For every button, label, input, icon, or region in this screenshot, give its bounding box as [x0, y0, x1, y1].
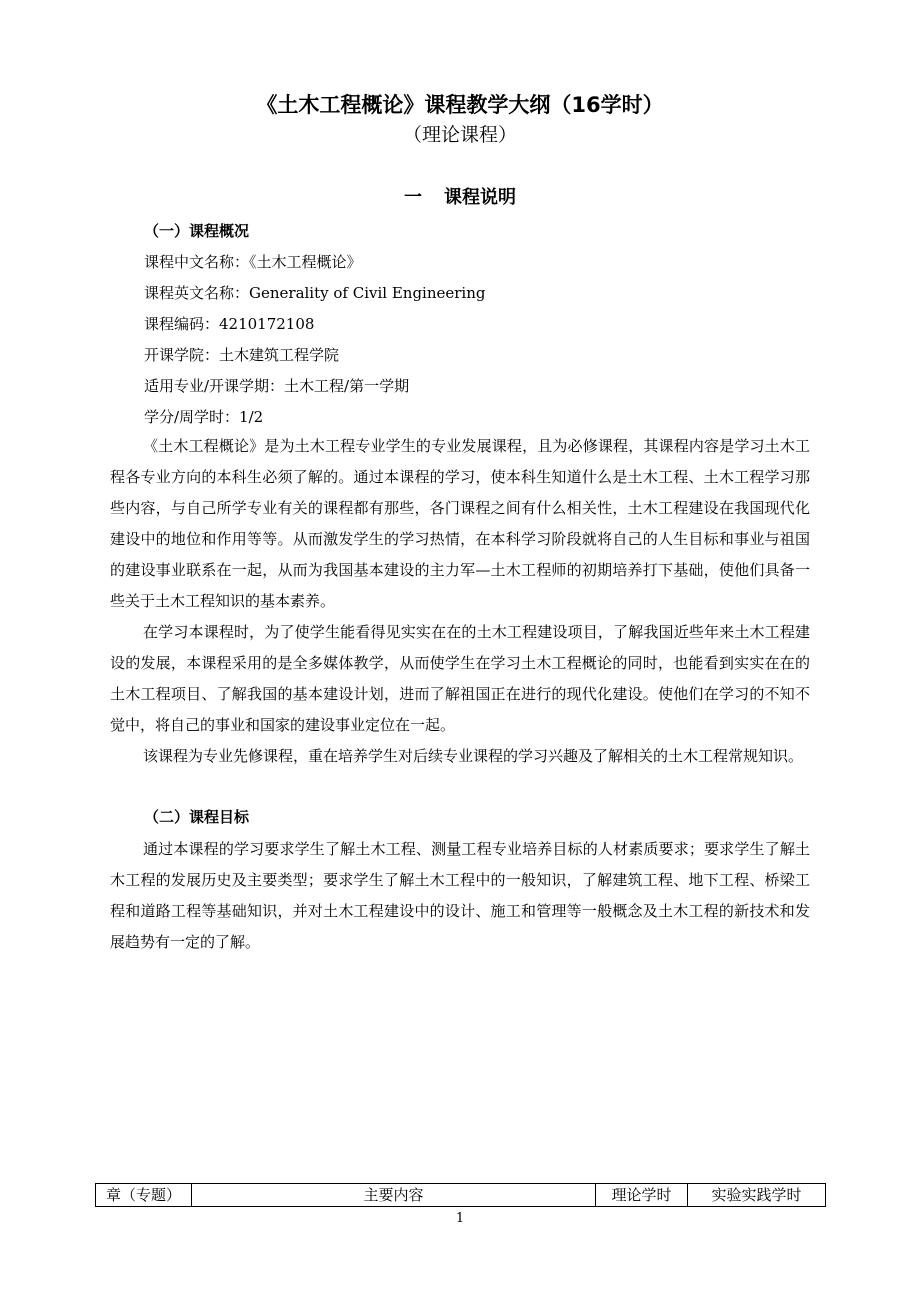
description-paragraph-3: 该课程为专业先修课程，重在培养学生对后续专业课程的学习兴趣及了解相关的土木工程常规知识。 [143, 747, 804, 765]
table-header-lab-hours: 实验实践学时 [711, 1186, 802, 1204]
description-paragraph-1: 《土木工程概论》是为土木工程专业学生的专业发展课程，且为必修课程，其课程内容是学习土木工程各专业方向的本科生必须了解的。通过本课程的学习，使本科生知道什么是土木工程、土木工程学习那些内容，与自己所学专业有关的课程都有那些，各门课程之间有什么相关性，土木工程建设在我国现代化建设中的地位和作用等等。从而激发学生的学习热情，在本科学习阶段就将自己的人生目标和事业与祖国的建设事业联系在一起，从而为我国基本建设的主力军—土木工程师的初期培养打下基础，使他们具备一些关于土木工程知识的基本素养。 [110, 437, 810, 610]
course-credit: 学分/周学时：1/2 [144, 408, 264, 426]
syllabus-table-header [95, 1183, 826, 1207]
document-title: 《土木工程概论》课程教学大纲（16学时） [256, 93, 664, 117]
section-heading-text: 课程说明 [444, 187, 516, 208]
course-college: 开课学院：土木建筑工程学院 [144, 346, 340, 364]
course-objective-heading: （二）课程目标 [144, 808, 250, 826]
table-header-theory-hours: 理论学时 [596, 1184, 688, 1206]
course-en-name: 课程英文名称：Generality of Civil Engineering [144, 284, 486, 302]
course-code: 课程编码：4210172108 [144, 315, 315, 333]
document-subtitle: （理论课程） [402, 124, 517, 146]
course-major-term: 适用专业/开课学期：土木工程/第一学期 [144, 377, 410, 395]
table-header-content: 主要内容 [192, 1184, 596, 1206]
description-paragraph-2: 在学习本课程时，为了使学生能看得见实实在在的土木工程建设项目，了解我国近些年来土木工程建设的发展，本课程采用的是全多媒体教学，从而使学生在学习土木工程概论的同时，也能看到实实在在的土木工程项目、了解我国的基本建设计划，进而了解祖国正在进行的现代化建设。使他们在学习的不知不觉中，将自己的事业和国家的建设事业定位在一起。 [110, 623, 810, 734]
page-number: 1 [455, 1211, 465, 1226]
course-overview-heading: （一）课程概况 [144, 222, 250, 240]
table-header-chapter: 章（专题） [96, 1184, 192, 1206]
course-cn-name: 课程中文名称：《土木工程概论》 [144, 253, 362, 271]
section-number: 一 [404, 187, 422, 208]
section-heading [0, 184, 920, 212]
objective-paragraph: 通过本课程的学习要求学生了解土木工程、测量工程专业培养目标的人材素质要求；要求学生了解土木工程的发展历史及主要类型；要求学生了解土木工程中的一般知识，了解建筑工程、地下工程、桥梁工程和道路工程等基础知识，并对土木工程建设中的设计、施工和管理等一般概念及土木工程的新技术和发展趋势有一定的了解。 [110, 840, 810, 951]
